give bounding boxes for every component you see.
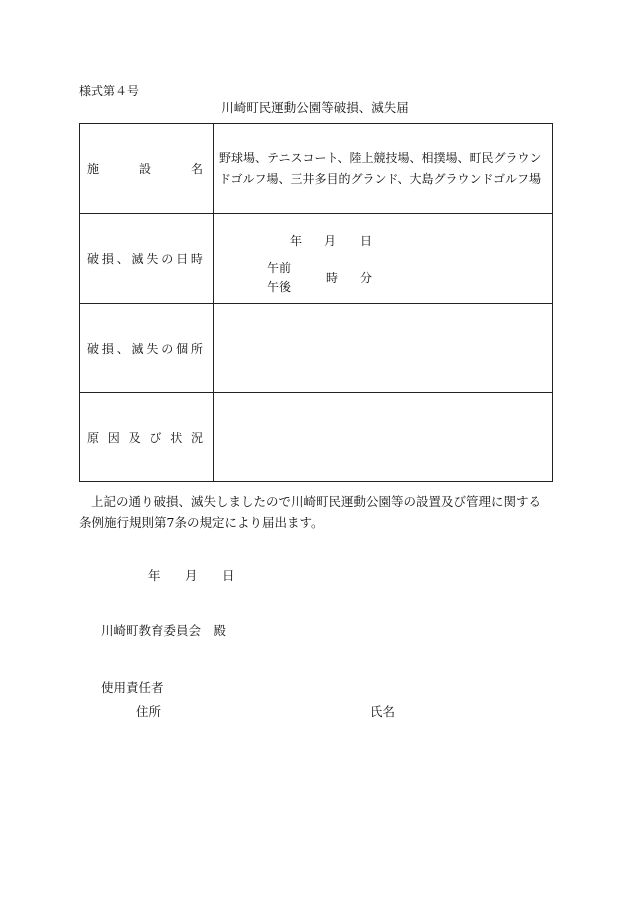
location-row bbox=[80, 304, 553, 393]
document-title: 川崎町民運動公園等破損、滅失届 bbox=[221, 100, 409, 115]
year-unit: 年 bbox=[290, 234, 303, 248]
datetime-value[interactable] bbox=[214, 214, 553, 304]
label-char: の bbox=[161, 341, 174, 356]
label-char: 失 bbox=[146, 341, 159, 356]
name-label: 氏名 bbox=[370, 704, 396, 719]
responsible-person-heading: 使用責任者 bbox=[101, 680, 164, 695]
label-char: 、 bbox=[116, 341, 129, 356]
pm-label: 午後 bbox=[267, 280, 292, 294]
label-char: 失 bbox=[146, 252, 159, 266]
facility-label-chars bbox=[87, 160, 213, 177]
facility-value[interactable]: 野球場、テニスコート、陸上競技場、相撲場、町民グラウンドゴルフ場、三井多目的グランド、大島グラウンドゴルフ場 bbox=[214, 124, 553, 214]
label-char: 破 bbox=[87, 252, 100, 266]
label-char: 滅 bbox=[131, 341, 144, 356]
submission-date bbox=[148, 566, 235, 584]
label-char: 名 bbox=[190, 162, 203, 176]
am-pm-choice bbox=[267, 259, 291, 297]
datetime-label-chars bbox=[87, 250, 213, 267]
facility-row bbox=[80, 124, 553, 214]
label-char: 及 bbox=[128, 430, 141, 445]
label-char: 況 bbox=[190, 430, 203, 445]
cause-row bbox=[80, 393, 553, 482]
month-unit: 月 bbox=[324, 234, 337, 248]
report-form-table bbox=[79, 123, 553, 482]
statement-paragraph bbox=[79, 491, 553, 533]
day-unit: 日 bbox=[360, 234, 373, 248]
label-char: 滅 bbox=[131, 252, 144, 266]
hour-unit: 時 bbox=[326, 271, 339, 285]
label-char: の bbox=[161, 252, 174, 266]
label-char: 施 bbox=[87, 162, 100, 176]
day-unit: 日 bbox=[222, 568, 235, 583]
label-char: 損 bbox=[101, 252, 114, 266]
form-number: 様式第４号 bbox=[79, 84, 140, 98]
datetime-row bbox=[80, 214, 553, 304]
recipient: 川崎町教育委員会 殿 bbox=[101, 623, 227, 638]
cause-label-chars bbox=[87, 429, 213, 446]
location-value[interactable] bbox=[214, 304, 553, 393]
label-char: び bbox=[149, 430, 162, 445]
facility-label bbox=[80, 124, 214, 214]
label-char: 状 bbox=[170, 430, 183, 445]
datetime-label bbox=[80, 214, 214, 304]
month-unit: 月 bbox=[185, 568, 198, 583]
cause-value[interactable] bbox=[214, 393, 553, 482]
cause-label bbox=[80, 393, 214, 482]
location-label-chars bbox=[87, 340, 213, 357]
statement-text: 上記の通り破損、滅失しましたので川崎町民運動公園等の設置及び管理に関する条例施行規則第7条の規定により届出ます。 bbox=[79, 494, 542, 530]
minute-unit: 分 bbox=[360, 271, 373, 285]
year-unit: 年 bbox=[148, 568, 161, 583]
location-label bbox=[80, 304, 214, 393]
label-char: 損 bbox=[101, 341, 114, 356]
label-char: 原 bbox=[87, 430, 100, 445]
am-label: 午前 bbox=[267, 261, 292, 275]
datetime-date bbox=[290, 232, 372, 249]
label-char: 時 bbox=[190, 252, 203, 266]
label-char: 所 bbox=[190, 341, 203, 356]
address-label: 住所 bbox=[136, 704, 162, 719]
datetime-time bbox=[326, 269, 372, 286]
label-char: 日 bbox=[176, 252, 189, 266]
label-char: 、 bbox=[116, 252, 129, 266]
label-char: 因 bbox=[107, 430, 120, 445]
label-char: 個 bbox=[176, 341, 189, 356]
label-char: 設 bbox=[138, 162, 151, 176]
label-char: 破 bbox=[87, 341, 100, 356]
